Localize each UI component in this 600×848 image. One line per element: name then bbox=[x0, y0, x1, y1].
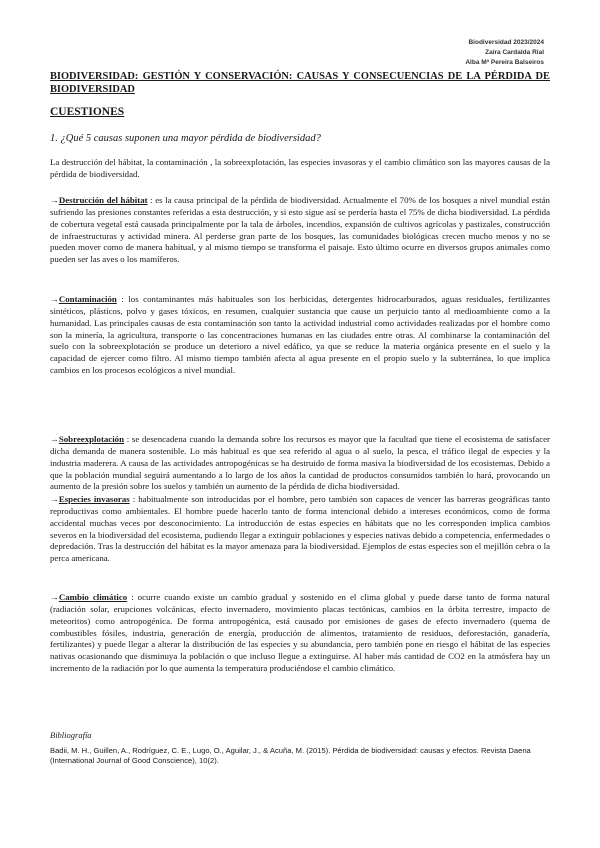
cause-paragraph-especies-invasoras bbox=[50, 494, 550, 565]
intro-paragraph bbox=[50, 157, 550, 181]
header-course: Biodiversidad 2023/2024 bbox=[468, 39, 544, 46]
cause-term: Cambio climático bbox=[58, 592, 128, 602]
bibliography-reference: Badii, M. H., Guillen, A., Rodríguez, C. E., Lugo, O., Aguilar, J., & Acuña, M. (2015). Pérdida de biodiversidad: causas y efectos. Revista Daena (International Journal of Good Conscience), 10(2). bbox=[50, 746, 531, 765]
cause-term: Sobreexplotación bbox=[58, 434, 125, 444]
cause-paragraph-contaminacion bbox=[50, 294, 550, 377]
cause-text: : habitualmente son introducidas por el hombre, pero también son capaces de vencer las barreras geográficas tanto reproductivas como ambientales. El hombre puede hacerlo tanto de forma intencional debido a intereses económicos, como de forma accidental muchas veces por desconocimiento. La introducción de estas especies en hábitats que no les corresponden implica cambios severos en la biodiversidad del ecosistema, pudiendo llegar a extinguir poblaciones y especies nativas debido a competencia, enfermedades o depredación. Tras la destrucción del hábitat es la mayor amenaza para la biodiversidad. Ejemplos de estas especies son el mejillón cebra o la perca americana. bbox=[50, 494, 550, 564]
cause-text: : es la causa principal de la pérdida de biodiversidad. Actualmente el 70% de los bosques a nivel mundial están sufriendo las presiones constantes referidas a esta destrucción, y si esto sigue así se perdería hasta el 75% de dicha biodiversidad. La pérdida de cobertura vegetal está causada principalmente por la tala de árboles, incendios, expansión de cultivos agrícolas y pastizales, construcción de infraestructuras y actividad minera. Al perderse gran parte de los bosques, las comunidades biológicas crecen mucho menos y no se pueden mover como de manera habitual, y al mismo tiempo se transforma el paisaje. Esto último ocurre en diversos grupos animales como pueden ser las aves o los mamíferos. bbox=[50, 195, 550, 265]
intro-text: La destrucción del hábitat, la contaminación , la sobreexplotación, las especies invasoras y el cambio climático son las mayores causas de la pérdida de biodiversidad. bbox=[50, 157, 550, 179]
arrow-icon: → bbox=[50, 592, 59, 602]
cause-text: : los contaminantes más habituales son los herbicidas, detergentes hidrocarburados, aguas residuales, fertilizantes sintéticos, plásticos, polvo y gases tóxicos, en resumen, cualquier sustancia que cause un perjuicio tanto al medioambiente como a la humanidad. Las principales causas de esta contaminación son tanto la actividad industrial como actividades realizadas por el hombre como son la minería, la agricultura, transporte o las concentraciones humanas en las ciudades entre otras. Al combinarse la contaminación del suelo con la sobreexplotación se produce un deterioro a nivel edáfico, ya que se reduce la materia orgánica presente en el suelo y la capacidad de ejercer como filtro. Al mismo tiempo también afecta al agua presente en el propio suelo y la subterránea, lo que implica cambios en los procesos ecológicos a nivel mundial. bbox=[50, 294, 550, 376]
cause-term: Especies invasoras bbox=[58, 494, 130, 504]
question-1: 1. ¿Qué 5 causas suponen una mayor pérdida de biodiversidad? bbox=[50, 133, 321, 144]
cause-term: Contaminación bbox=[58, 294, 117, 304]
arrow-icon: → bbox=[50, 195, 59, 205]
cause-text: : se desencadena cuando la demanda sobre los recursos es mayor que la facultad que tiene el ecosistema de satisfacer dicha demanda de manera sostenible. Lo más habitual es que sea referido al agua o al suelo, la pesca, el tráfico ilegal de especies y la industria maderera. A causa de las actividades antropogénicas se ha destruido de forma masiva la biodiversidad de los ecosistemas. Debido a que la población mundial seguirá aumentando a lo largo de los años la cantidad de productos consumidos también lo hará, provocando un aumento de la presión sobre los suelos y también un aumento de la pérdida de dicha biodiversidad. bbox=[50, 434, 550, 492]
document-header bbox=[465, 38, 544, 68]
cause-paragraph-habitat bbox=[50, 195, 550, 266]
arrow-icon: → bbox=[50, 294, 59, 304]
bibliography-label: Bibliografía bbox=[50, 730, 92, 740]
cause-paragraph-cambio-climatico bbox=[50, 592, 550, 675]
header-author-1: Zaira Cardalda Rial bbox=[485, 49, 544, 56]
cause-term: Destrucción del hábitat bbox=[58, 195, 148, 205]
section-heading: CUESTIONES bbox=[50, 106, 125, 118]
arrow-icon: → bbox=[50, 494, 59, 504]
arrow-icon: → bbox=[50, 434, 59, 444]
header-author-2: Alba Mª Pereira Balseiros bbox=[465, 59, 544, 66]
cause-paragraph-sobreexplotacion bbox=[50, 434, 550, 493]
cause-text: : ocurre cuando existe un cambio gradual y sostenido en el clima global y puede darse tanto de forma natural (radiación solar, erupciones volcánicas, efecto invernadero, movimiento placas tectónicas, cambios en la órbita terrestre, impacto de meteoritos) como antropogénica. De forma antropogénica, está causado por emisiones de gases de efecto invernadero (quema de combustibles fósiles, industria, generación de energía, producción de alimentos, tratamiento de residuos, deforestación, ganadería, fertilizantes) y puede llegar a alterar la distribución de las especies y su abundancia, pero también pone en riesgo el hábitat de las especies nativas ocasionando que disminuya la población o que incluso llegue a extinguirse. Al haber más cantidad de CO2 en la atmósfera hay un incremento de la radiación por lo que aumenta la temperatura produciéndose el cambio climático. bbox=[50, 592, 551, 674]
document-title: BIODIVERSIDAD: GESTIÓN Y CONSERVACIÓN: CAUSAS Y CONSECUENCIAS DE LA PÉRDIDA DE BIODIVERSIDAD bbox=[50, 71, 550, 95]
